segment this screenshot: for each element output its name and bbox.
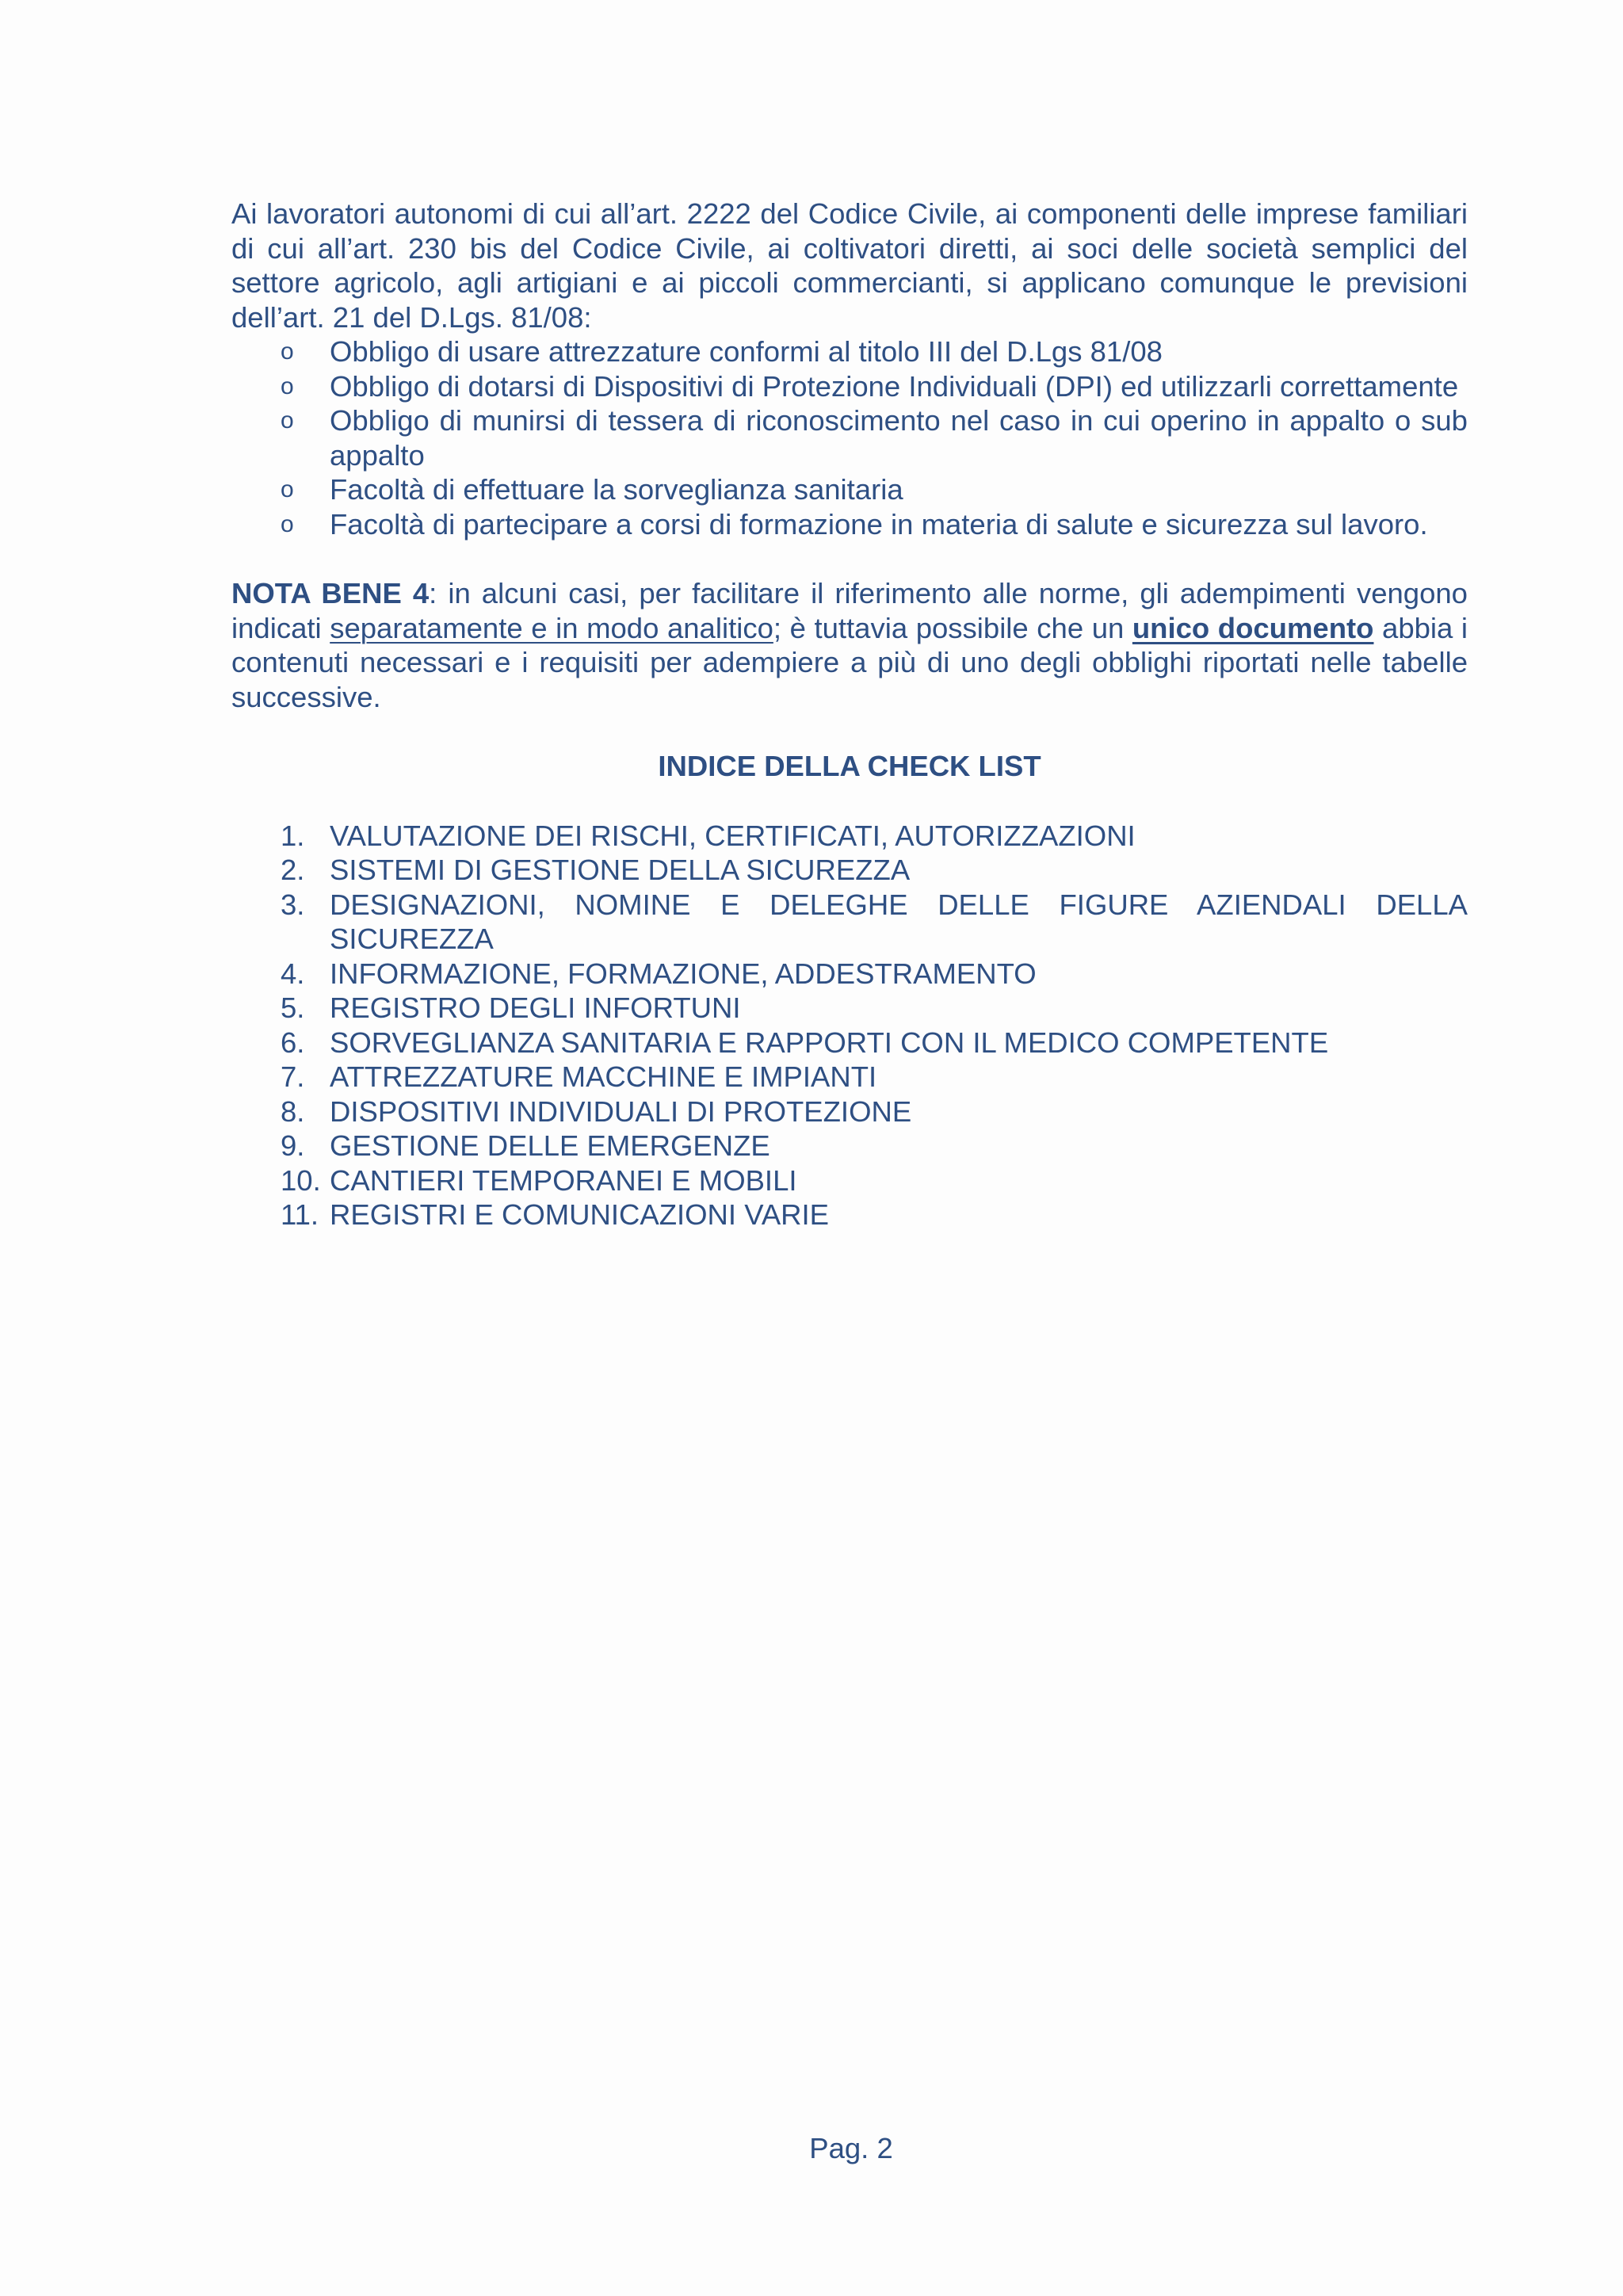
index-number: 8. — [281, 1095, 305, 1128]
list-item — [231, 507, 1468, 542]
nota-bene-label: NOTA BENE 4 — [231, 577, 430, 609]
index-label: SORVEGLIANZA SANITARIA E RAPPORTI CON IL MEDICO COMPETENTE — [330, 1026, 1329, 1059]
nota-bene-text: : in alcuni casi, per facilitare il riferimento alle norme, gli adempimenti vengono indicati — [231, 577, 1468, 644]
index-item — [231, 819, 1468, 854]
index-item — [231, 957, 1468, 991]
nota-bene-underlined: separatamente e in modo analitico — [330, 611, 773, 644]
list-item — [231, 369, 1468, 404]
index-label: REGISTRI E COMUNICAZIONI VARIE — [330, 1198, 830, 1231]
index-label: ATTREZZATURE MACCHINE E IMPIANTI — [330, 1060, 877, 1093]
index-list — [231, 819, 1468, 1232]
index-label: SISTEMI DI GESTIONE DELLA SICUREZZA — [330, 854, 911, 886]
index-number: 3. — [281, 888, 305, 921]
index-item — [231, 1026, 1468, 1060]
index-item — [231, 991, 1468, 1026]
bullet-marker: o — [281, 338, 294, 365]
index-label: CANTIERI TEMPORANEI E MOBILI — [330, 1163, 797, 1197]
index-number: 10. — [281, 1163, 321, 1197]
index-item — [231, 853, 1468, 888]
obligations-list — [231, 334, 1468, 541]
nota-bene-emphasis: unico documento — [1132, 611, 1374, 644]
index-item — [231, 1163, 1468, 1198]
index-item — [231, 1198, 1468, 1232]
obligation-text: Facoltà di partecipare a corsi di formazione in materia di salute e sicurezza sul lavoro. — [330, 507, 1428, 541]
bullet-marker: o — [281, 510, 294, 537]
index-label: DESIGNAZIONI, NOMINE E DELEGHE DELLE FIGURE AZIENDALI DELLA SICUREZZA — [330, 888, 1468, 955]
index-item — [231, 1095, 1468, 1129]
index-number: 7. — [281, 1060, 305, 1093]
index-label: GESTIONE DELLE EMERGENZE — [330, 1129, 770, 1162]
index-title: INDICE DELLA CHECK LIST — [658, 750, 1041, 782]
bullet-marker: o — [281, 476, 294, 502]
intro-paragraph: Ai lavoratori autonomi di cui all’art. 2222 del Codice Civile, ai componenti delle imprese familiari di cui all’art. 230 bis del Codice Civile, ai coltivatori diretti, ai soci delle società semplici del settore agricolo, agli artigiani e ai piccoli commercianti, si applicano comunque le previsioni dell’art. 21 del D.Lgs. 81/08: — [231, 197, 1468, 334]
index-label: REGISTRO DEGLI INFORTUNI — [330, 991, 741, 1024]
list-item — [231, 403, 1468, 472]
list-item — [231, 334, 1468, 369]
index-label: DISPOSITIVI INDIVIDUALI DI PROTEZIONE — [330, 1095, 912, 1128]
nota-bene-text: abbia i contenuti necessari e i requisiti per adempiere a più di uno degli obblighi riportati nelle tabelle successive. — [231, 611, 1468, 713]
index-number: 6. — [281, 1026, 305, 1059]
obligation-text: Obbligo di usare attrezzature conformi al titolo III del D.Lgs 81/08 — [330, 335, 1163, 368]
index-number: 4. — [281, 957, 305, 990]
bullet-marker: o — [281, 407, 294, 434]
index-item — [231, 888, 1468, 957]
obligation-text: Obbligo di munirsi di tessera di riconoscimento nel caso in cui operino in appalto o sub appalto — [330, 404, 1468, 472]
index-item — [231, 1060, 1468, 1095]
page-number: Pag. 2 — [809, 2132, 893, 2164]
index-item — [231, 1129, 1468, 1163]
obligation-text: Facoltà di effettuare la sorveglianza sanitaria — [330, 473, 903, 506]
index-number: 1. — [281, 819, 305, 852]
index-label: INFORMAZIONE, FORMAZIONE, ADDESTRAMENTO — [330, 957, 1037, 990]
page-content — [231, 197, 1468, 1232]
list-item — [231, 472, 1468, 507]
index-number: 11. — [281, 1198, 319, 1231]
nota-bene-paragraph — [231, 576, 1468, 714]
index-number: 9. — [281, 1129, 305, 1162]
obligation-text: Obbligo di dotarsi di Dispositivi di Protezione Individuali (DPI) ed utilizzarli correttamente — [330, 369, 1459, 403]
index-number: 5. — [281, 991, 305, 1024]
nota-bene-text: ; è tuttavia possibile che un — [773, 611, 1132, 644]
index-label: VALUTAZIONE DEI RISCHI, CERTIFICATI, AUTORIZZAZIONI — [330, 819, 1136, 852]
bullet-marker: o — [281, 372, 294, 399]
index-number: 2. — [281, 854, 305, 886]
